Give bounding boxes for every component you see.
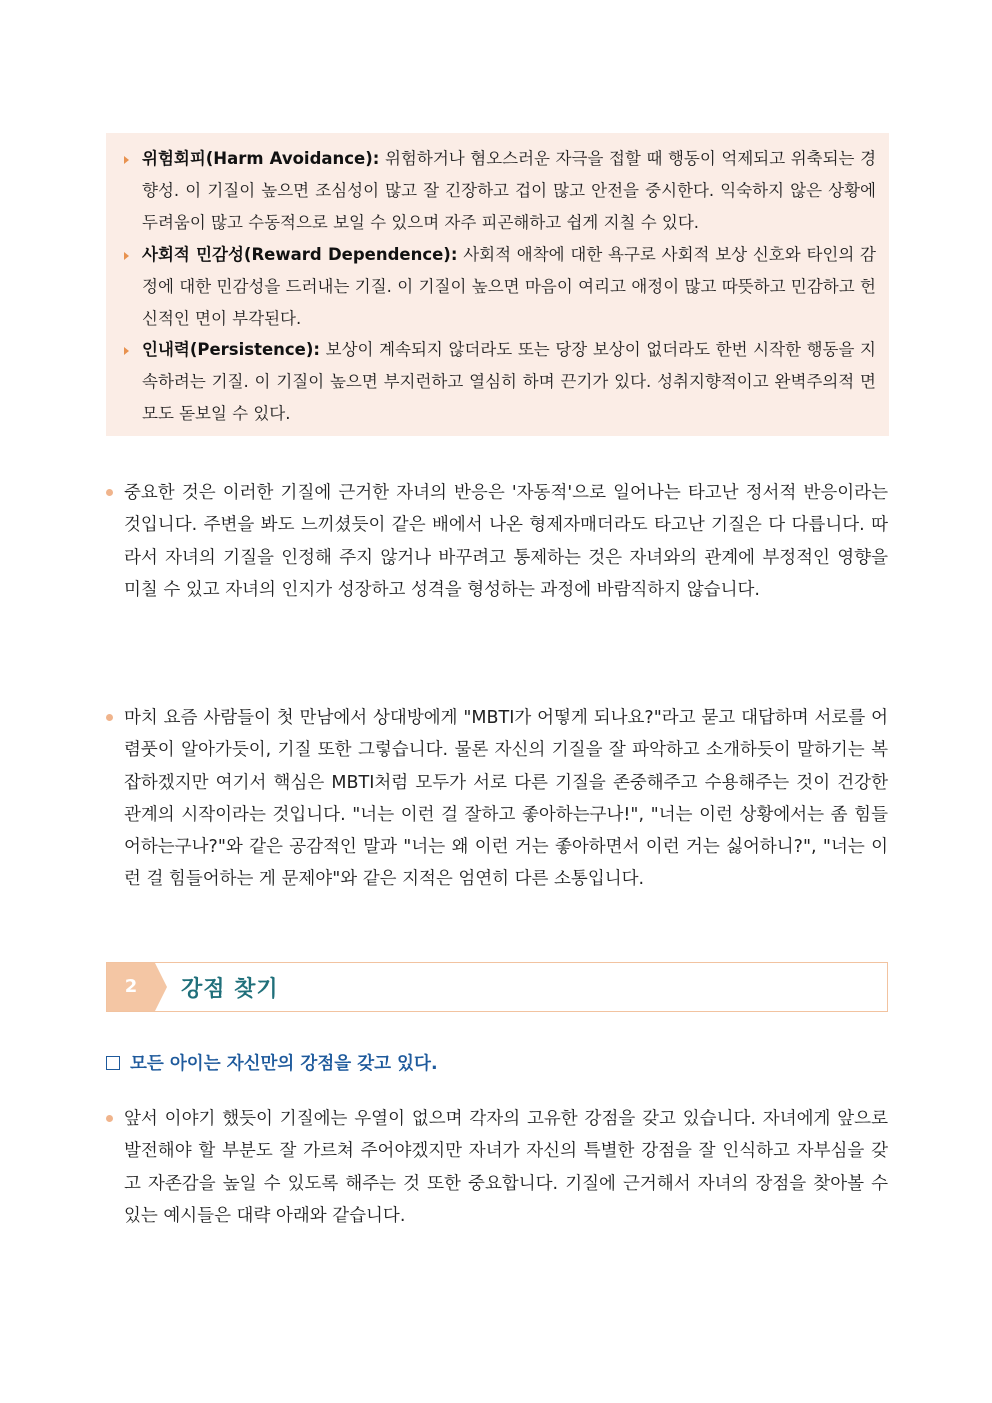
subheading (106, 1050, 438, 1075)
box-item-text (142, 143, 876, 239)
dot-bullet-icon (106, 489, 113, 496)
term-label: 인내력(Persistence): (142, 340, 321, 359)
triangle-bullet-icon (124, 252, 129, 260)
subheading-text: 모든 아이는 자신만의 강점을 갖고 있다. (130, 1054, 438, 1074)
box-item-text (142, 334, 876, 430)
dot-bullet-icon (106, 1115, 113, 1122)
dot-bullet-icon (106, 714, 113, 721)
term-label: 사회적 민감성(Reward Dependence): (142, 245, 458, 264)
term-description: 위험하거나 혐오스러운 자극을 접할 때 행동이 억제되고 위축되는 경향성. 이 기질이 높으면 조심성이 많고 잘 긴장하고 겁이 많고 안전을 중시한다. 익숙하지 않은 상황에 두려움이 많고 수동적으로 보일 수 있으며 자주 피곤해하고 쉽게 지칠 수 있다. (142, 149, 877, 232)
temperament-box (106, 133, 889, 436)
section-arrow-icon (155, 963, 167, 1011)
paragraph-mbti (106, 702, 888, 896)
section-header (106, 962, 888, 1012)
triangle-bullet-icon (124, 347, 129, 355)
section-title: 강점 찾기 (181, 977, 279, 1002)
box-item-harm-avoidance (124, 143, 876, 239)
checkbox-square-icon (106, 1056, 120, 1070)
paragraph-text: 마치 요즘 사람들이 첫 만남에서 상대방에게 "MBTI가 어떻게 되나요?"라고 묻고 대답하며 서로를 어렴풋이 알아가듯이, 기질 또한 그렇습니다. 물론 자신의 기질을 잘 파악하고 소개하듯이 말하기는 복잡하겠지만 여기서 핵심은 MBTI처럼 모두가 서로 다른 기질을 존중해주고 수용해주는 것이 건강한 관계의 시작이라는 것입니다. "너는 이런 걸 잘하고 좋아하는구나!", "너는 이런 상황에서는 좀 힘들어하는구나?"와 같은 공감적인 말과 "너는 왜 이런 거는 좋아하면서 이런 거는 싫어하니?", "너는 이런 걸 힘들어하는 게 문제야"와 같은 지적은 엄연히 다른 소통입니다. (124, 708, 888, 890)
triangle-bullet-icon (124, 156, 129, 164)
box-item-reward-dependence (124, 239, 876, 335)
section-number: 2 (124, 976, 138, 997)
paragraph-strengths (106, 1103, 888, 1232)
section-number-badge (107, 963, 155, 1011)
paragraph-text: 중요한 것은 이러한 기질에 근거한 자녀의 반응은 '자동적'으로 일어나는 타고난 정서적 반응이라는 것입니다. 주변을 봐도 느끼셨듯이 같은 배에서 나온 형제자매더라도 타고난 기질은 다 다릅니다. 따라서 자녀의 기질을 인정해 주지 않거나 바꾸려고 통제하는 것은 자녀와의 관계에 부정적인 영향을 미칠 수 있고 자녀의 인지가 성장하고 성격을 형성하는 과정에 바람직하지 않습니다. (124, 483, 888, 600)
box-item-persistence (124, 334, 876, 430)
paragraph-text: 앞서 이야기 했듯이 기질에는 우열이 없으며 각자의 고유한 강점을 갖고 있습니다. 자녀에게 앞으로 발전해야 할 부분도 잘 가르쳐 주어야겠지만 자녀가 자신의 특별한 강점을 잘 인식하고 자부심을 갖고 자존감을 높일 수 있도록 해주는 것 또한 중요합니다. 기질에 근거해서 자녀의 장점을 찾아볼 수 있는 예시들은 대략 아래와 같습니다. (124, 1109, 888, 1226)
term-description: 사회적 애착에 대한 욕구로 사회적 보상 신호와 타인의 감정에 대한 민감성을 드러내는 기질. 이 기질이 높으면 마음이 여리고 애정이 많고 따뜻하고 민감하고 헌신적인 면이 부각된다. (142, 245, 876, 328)
term-description: 보상이 계속되지 않더라도 또는 당장 보상이 없더라도 한번 시작한 행동을 지속하려는 기질. 이 기질이 높으면 부지런하고 열심히 하며 끈기가 있다. 성취지향적이고 완벽주의적 면모도 돋보일 수 있다. (142, 340, 876, 423)
box-item-text (142, 239, 876, 335)
term-label: 위험회피(Harm Avoidance): (142, 149, 380, 168)
paragraph-innate-reaction (106, 477, 888, 606)
